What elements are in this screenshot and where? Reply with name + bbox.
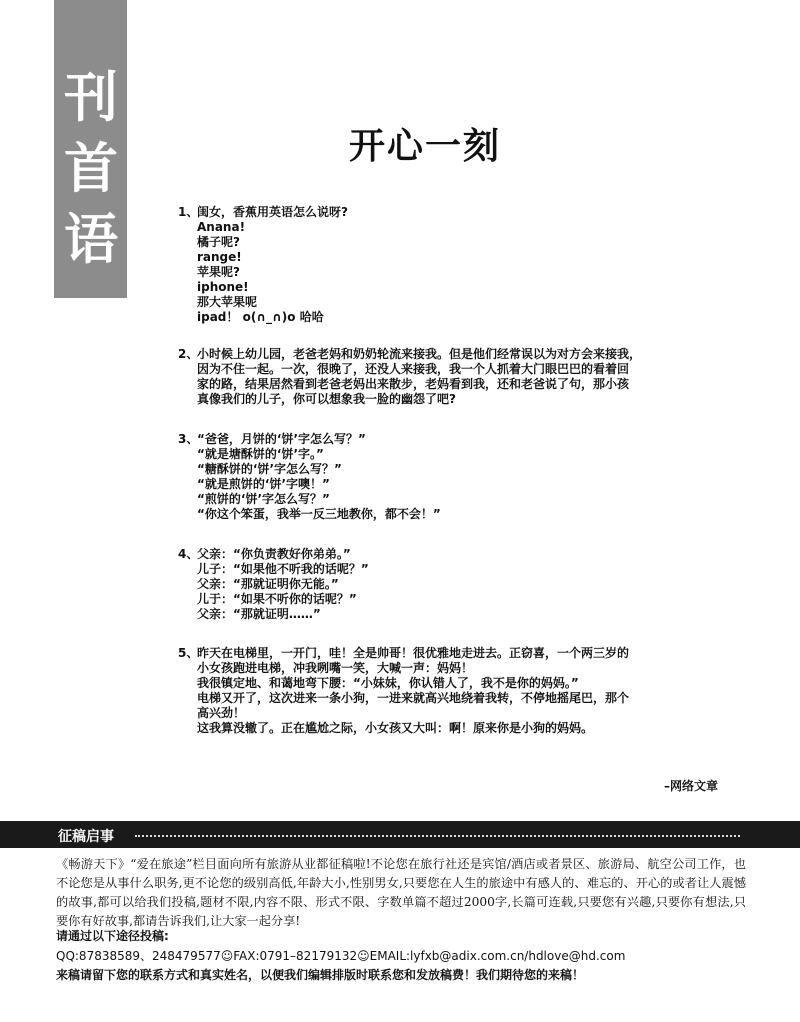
section-tab-char: 刊: [64, 65, 118, 129]
joke-line: 闺女，香蕉用英语怎么说呀?: [197, 205, 348, 219]
joke-number: 1、: [178, 205, 199, 219]
joke-line: 儿于：“如果不听你的话呢？”: [197, 592, 357, 606]
joke-item: [178, 432, 441, 522]
section-tab-char: 首: [64, 136, 118, 200]
joke-line: iphone!: [197, 280, 249, 294]
joke-number: 5、: [178, 646, 199, 660]
joke-line: 这我算没辙了。正在尴尬之际，小女孩又大叫：啊！原来你是小狗的妈妈。: [197, 721, 594, 735]
call-for-submissions-bar: [0, 821, 800, 848]
joke-line: 真像我们的儿子，你可以想象我一脸的幽怨了吧?: [197, 392, 456, 406]
joke-line: “糖酥饼的‘饼’字怎么写？”: [197, 462, 342, 476]
joke-number: 4、: [178, 547, 199, 561]
joke-line: Anana!: [197, 220, 246, 234]
page-title: 开心一刻: [348, 125, 501, 167]
joke-line: 高兴劲！: [197, 706, 246, 720]
call-title: 征稿启事: [58, 829, 114, 845]
joke-line: 小女孩跑进电梯，冲我咧嘴一笑，大喊一声：妈妈！: [197, 661, 474, 675]
section-tab: [54, 0, 127, 298]
joke-line: “就是塘酥饼的‘饼’字。”: [197, 447, 324, 461]
joke-line: 电梯又开了，这次进来一条小狗，一进来就高兴地绕着我转，不停地摇尾巴，那个: [197, 691, 630, 705]
section-tab-char: 语: [64, 207, 118, 271]
joke-line: 苹果呢?: [197, 265, 240, 279]
joke-item: [178, 646, 629, 736]
footer-note: 来稿请留下您的联系方式和真实姓名，以便我们编辑排版时联系您和发放稿费！我们期待您的来稿！: [56, 968, 585, 982]
submit-heading: 请通过以下途径投稿:: [56, 929, 169, 943]
joke-line: 小时候上幼儿园，老爸老妈和奶奶轮流来接我。但是他们经常误以为对方会来接我，: [197, 347, 642, 361]
contact-info: QQ:87838589、248479577☺FAX:0791–82179132☺EMAIL:lyfxb@adix.com.cn/hdlove@hd.com: [56, 949, 626, 963]
joke-line: ipad！ o(∩_∩)o 哈哈: [197, 310, 324, 324]
joke-line: 昨天在电梯里，一开门，哇！全是帅哥！很优雅地走进去。正窃喜，一个两三岁的: [197, 646, 630, 660]
joke-line: 父亲：“那就证明你无能。”: [197, 577, 339, 591]
joke-line: range!: [197, 250, 242, 264]
joke-line: “就是煎饼的‘饼’字噢！”: [197, 477, 330, 491]
joke-line: 父亲：“那就证明……”: [197, 607, 321, 621]
joke-number: 2、: [178, 347, 199, 361]
call-intro: 《畅游天下》“爱在旅途”栏目面向所有旅游从业都征稿啦!不论您在旅行社还是宾馆/酒店或者景区、旅游局、航空公司工作，也不论您是从事什么职务,更不论您的级别高低,年龄大小,性别男女,只要您在人生的旅途中有感人的、难忘的、开心的或者让人震憾的故事,都可以给我们投稿,题材不限,内容不限、形式不限、字数单篇不超过2000字,长篇可连载,只要您有兴趣,只要你有想法,只要你有好故事,都请告诉我们,让大家一起分享!: [56, 857, 746, 928]
joke-line: 儿子：“如果他不听我的话呢？”: [197, 562, 369, 576]
joke-line: 家的路，结果居然看到老爸老妈出来散步，老妈看到我，还和老爸说了句，那小孩: [197, 377, 630, 391]
joke-line: “煎饼的‘饼’字怎么写？”: [197, 492, 330, 506]
joke-item: [178, 347, 641, 407]
joke-line: “爸爸，月饼的‘饼’字怎么写？”: [197, 432, 366, 446]
joke-line: 因为不住一起。一次，很晚了，还没人来接我，我一个人抓着大门眼巴巴的看着回: [197, 362, 630, 376]
joke-number: 3、: [178, 432, 199, 446]
source-credit: –网络文章: [663, 779, 718, 793]
joke-item: [178, 205, 348, 325]
joke-item: [178, 547, 369, 622]
dotted-divider: [135, 835, 740, 837]
joke-line: 父亲：“你负责教好你弟弟。”: [197, 547, 351, 561]
joke-line: “你这个笨蛋，我举一反三地教你，都不会！”: [197, 507, 441, 521]
joke-line: 那大苹果呢: [197, 295, 258, 309]
joke-line: 橘子呢?: [197, 235, 240, 249]
joke-line: 我很镇定地、和蔼地弯下腰：“小妹妹，你认错人了，我不是你的妈妈。”: [197, 676, 579, 690]
